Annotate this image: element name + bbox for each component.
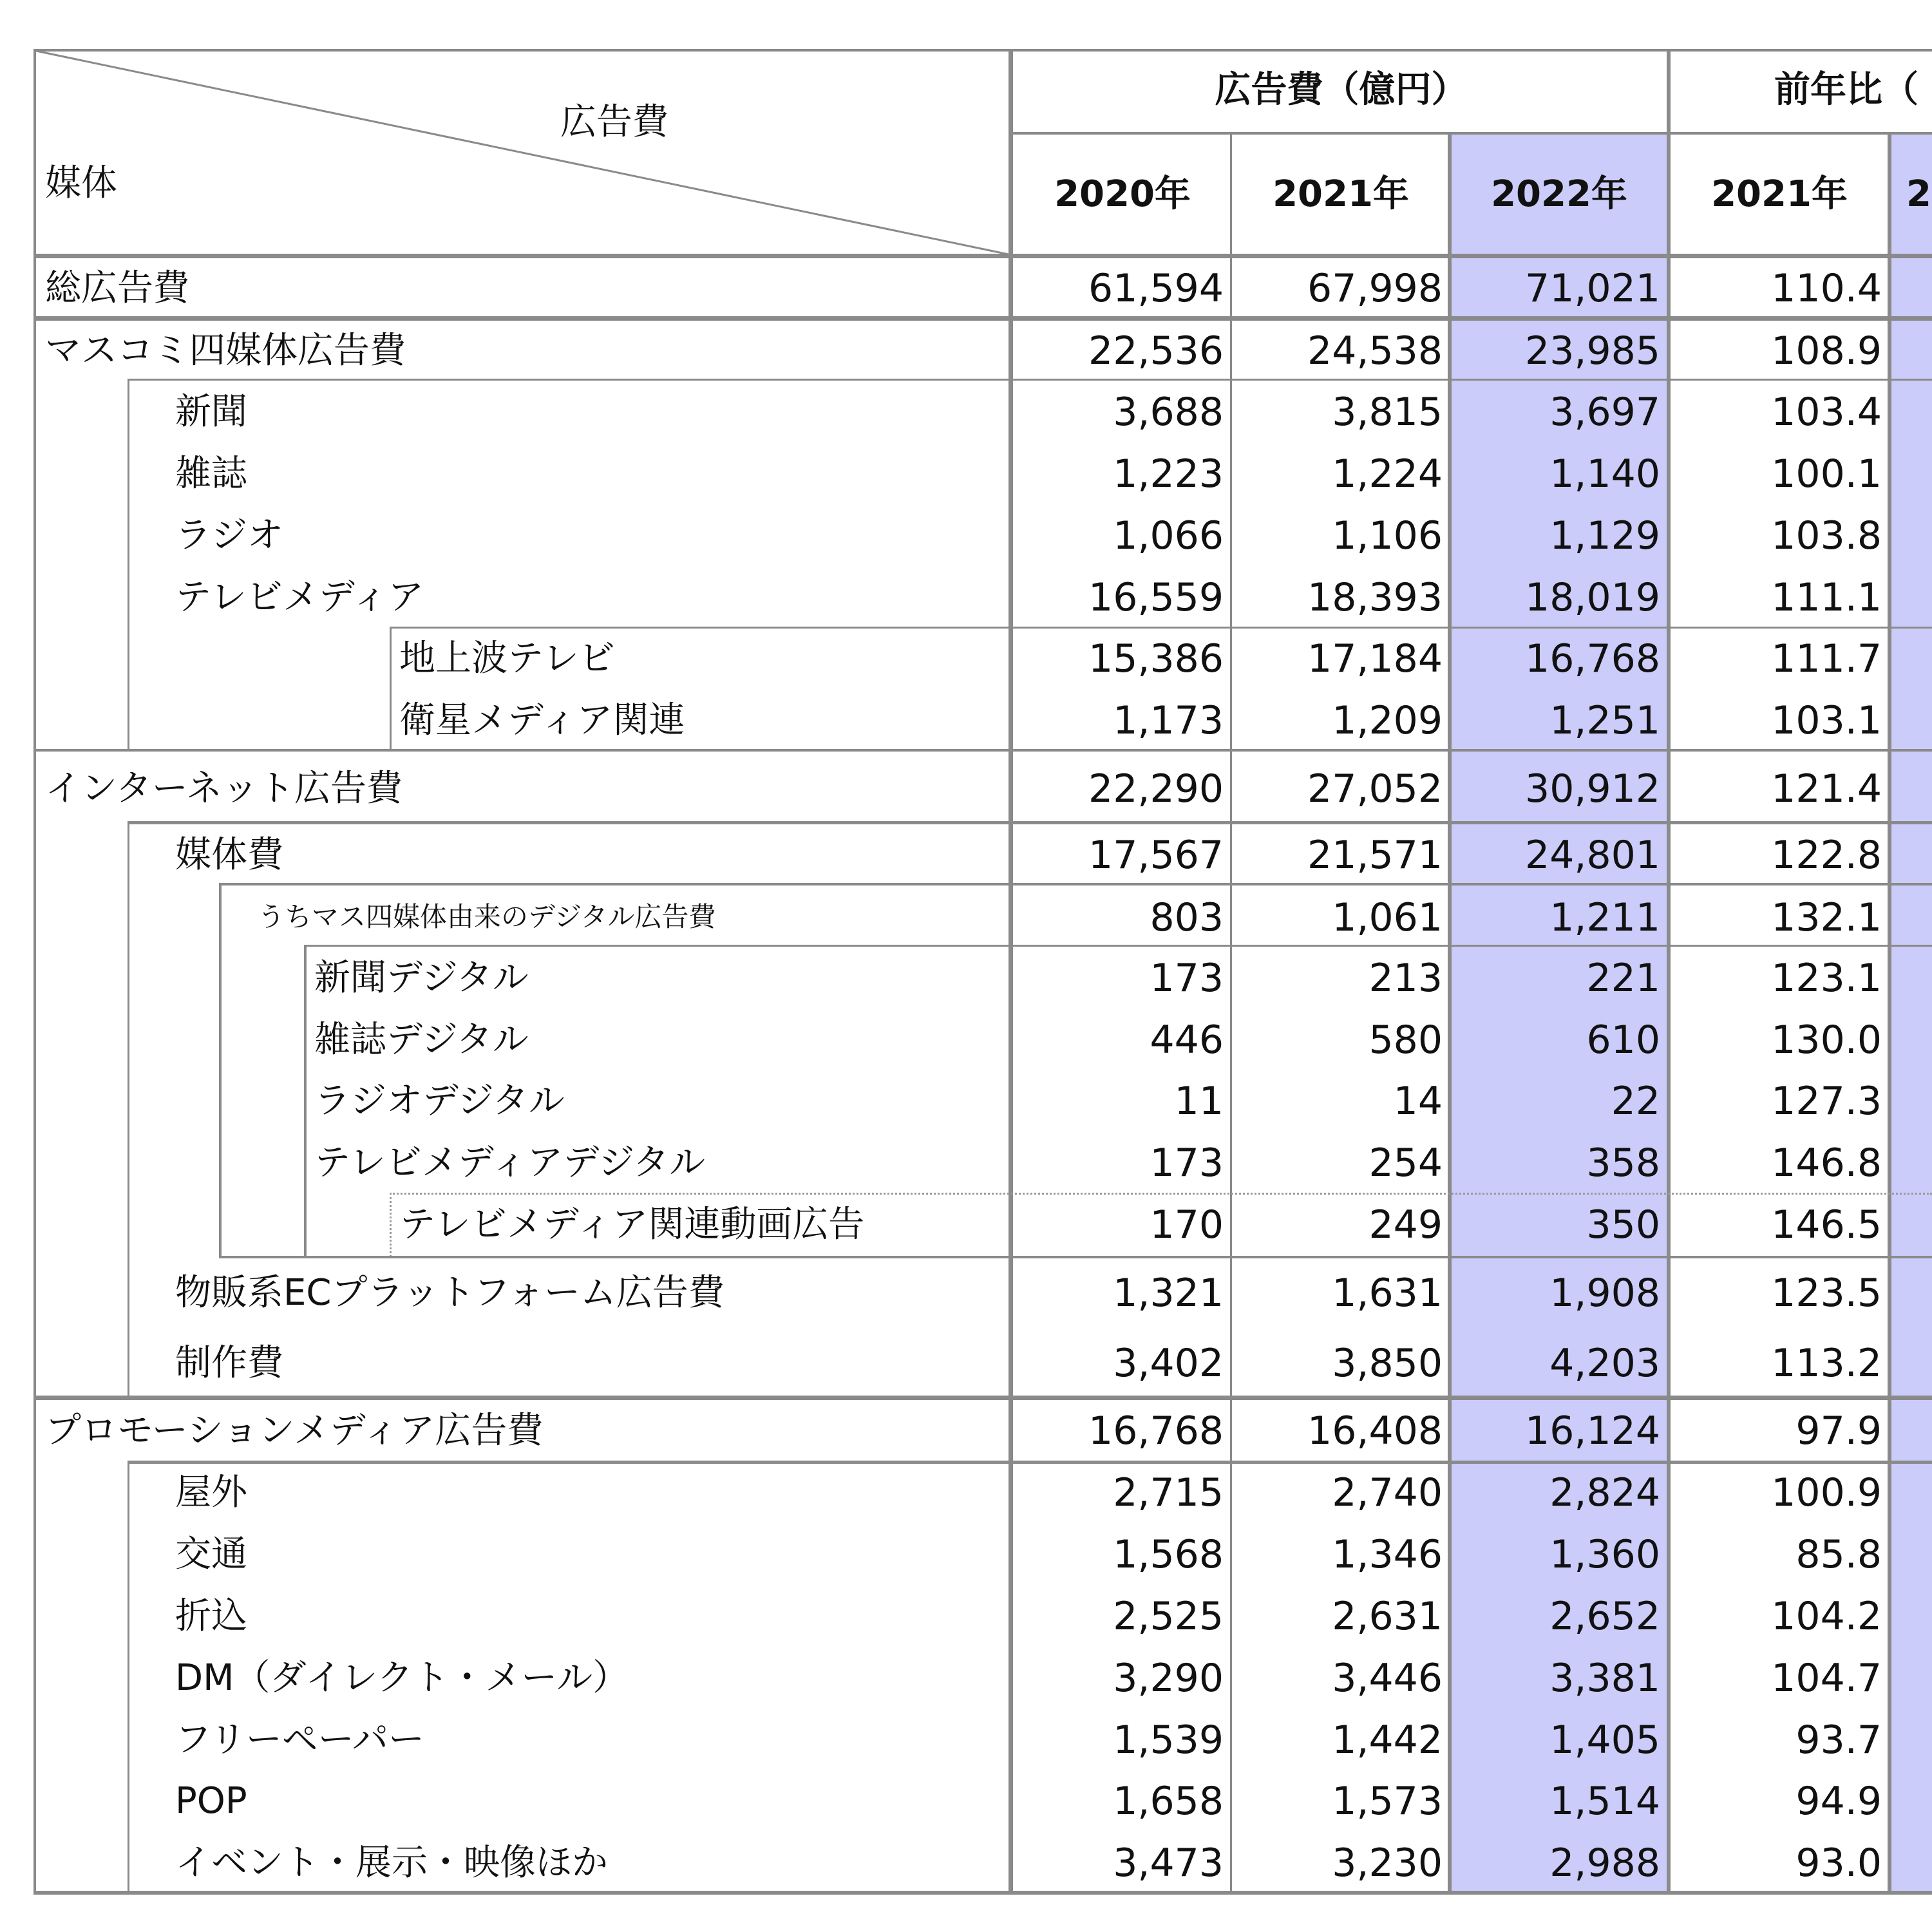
cell-yoy2021: 146.5 <box>1771 1202 1882 1247</box>
cell-yoy2021: 111.7 <box>1771 636 1882 681</box>
row-label: 屋外 <box>175 1472 247 1513</box>
cell-yoy2021: 110.4 <box>1771 266 1882 311</box>
cell-v2021: 67,998 <box>1307 266 1443 311</box>
row-label: 新聞 <box>175 391 247 433</box>
header-group-ad-spend: 広告費（億円） <box>1215 69 1468 111</box>
separator-after-internet-section <box>33 1396 1932 1400</box>
header-yoy-2021: 2021年 <box>1711 173 1848 215</box>
cell-v2021: 1,106 <box>1332 513 1443 558</box>
row-label: 地上波テレビ <box>399 638 615 679</box>
row-label: テレビメディア <box>175 576 424 618</box>
cell-yoy2021: 103.1 <box>1771 698 1882 743</box>
cell-v2021: 1,224 <box>1332 451 1443 497</box>
header-bottom-border <box>33 254 1932 258</box>
cell-v2022: 221 <box>1586 956 1660 1001</box>
table-top-border <box>35 49 1932 52</box>
indent-border-tv-video-dotted <box>390 1193 392 1257</box>
cell-v2021: 1,573 <box>1332 1779 1443 1824</box>
cell-v2022: 1,514 <box>1549 1779 1660 1824</box>
cell-yoy2021: 132.1 <box>1771 895 1882 940</box>
cell-yoy2021: 104.7 <box>1771 1656 1882 1701</box>
cell-v2020: 1,173 <box>1113 698 1224 743</box>
cell-v2022: 358 <box>1586 1141 1660 1186</box>
cell-yoy2021: 100.1 <box>1771 451 1882 497</box>
row-label: 制作費 <box>175 1342 283 1384</box>
cell-v2022: 24,801 <box>1525 833 1660 878</box>
table-left-border <box>33 49 36 1895</box>
cell-yoy2021: 97.9 <box>1795 1408 1882 1454</box>
cell-v2022: 2,652 <box>1549 1594 1660 1639</box>
indent-border-media-fee <box>219 883 222 1258</box>
cell-v2022: 3,697 <box>1549 390 1660 435</box>
cell-v2022: 1,251 <box>1549 698 1660 743</box>
cell-v2021: 580 <box>1368 1018 1443 1063</box>
indent-border-promo <box>128 1461 129 1892</box>
cell-v2022: 1,211 <box>1549 895 1660 940</box>
row-label: 交通 <box>175 1533 247 1575</box>
row-label: 衛星メディア関連 <box>399 699 685 741</box>
cell-v2020: 16,559 <box>1088 575 1224 620</box>
cell-v2021: 3,230 <box>1332 1841 1443 1886</box>
header-year-2022: 2022年 <box>1491 173 1627 215</box>
cell-v2021: 1,209 <box>1332 698 1443 743</box>
cell-v2021: 249 <box>1368 1202 1443 1247</box>
cell-yoy2021: 123.1 <box>1771 956 1882 1001</box>
row-label: 折込 <box>175 1595 247 1637</box>
cell-v2021: 2,740 <box>1332 1470 1443 1515</box>
cell-yoy2021: 93.7 <box>1795 1718 1882 1763</box>
cell-v2020: 173 <box>1150 956 1224 1001</box>
separator-digital-children-top <box>304 945 1932 947</box>
cell-v2022: 18,019 <box>1525 575 1660 620</box>
cell-v2021: 18,393 <box>1307 575 1443 620</box>
cell-v2022: 1,360 <box>1549 1532 1660 1577</box>
cell-v2021: 3,446 <box>1332 1656 1443 1701</box>
cell-v2020: 11 <box>1174 1079 1224 1124</box>
cell-yoy2021: 146.8 <box>1771 1141 1882 1186</box>
cell-v2021: 2,631 <box>1332 1594 1443 1639</box>
row-label: 雑誌 <box>175 453 247 495</box>
cell-v2022: 71,021 <box>1525 266 1660 311</box>
row-label: フリーペーパー <box>175 1719 424 1761</box>
cell-v2021: 16,408 <box>1307 1408 1443 1454</box>
separator-mass4-children-top <box>128 379 1932 381</box>
row-label: ラジオ <box>175 515 283 556</box>
separator-after-total <box>33 316 1932 321</box>
cell-v2020: 61,594 <box>1088 266 1224 311</box>
cell-v2020: 3,402 <box>1113 1341 1224 1386</box>
separator-promo-children-top <box>128 1461 1932 1464</box>
indent-border-mass4 <box>128 379 129 750</box>
cell-v2020: 173 <box>1150 1141 1224 1186</box>
separator-media-children-top <box>219 883 1932 886</box>
cell-v2020: 3,290 <box>1113 1656 1224 1701</box>
cell-v2022: 22 <box>1611 1079 1660 1124</box>
cell-v2022: 30,912 <box>1525 766 1660 811</box>
cell-v2020: 170 <box>1150 1202 1224 1247</box>
separator-media-children-bottom <box>219 1256 1932 1258</box>
cell-v2020: 1,568 <box>1113 1532 1224 1577</box>
cell-v2021: 27,052 <box>1307 766 1443 811</box>
cell-v2021: 17,184 <box>1307 636 1443 681</box>
separator-after-mass4-section <box>33 749 1932 752</box>
cell-v2022: 3,381 <box>1549 1656 1660 1701</box>
cell-v2021: 254 <box>1368 1141 1443 1186</box>
cell-v2020: 22,536 <box>1088 328 1224 374</box>
header-yoy-2022: 2 <box>1906 173 1931 215</box>
cell-v2021: 3,850 <box>1332 1341 1443 1386</box>
cell-v2021: 1,631 <box>1332 1271 1443 1316</box>
corner-label-media: 媒体 <box>45 162 117 204</box>
cell-v2022: 1,405 <box>1549 1718 1660 1763</box>
cell-v2022: 1,129 <box>1549 513 1660 558</box>
cell-v2020: 3,473 <box>1113 1841 1224 1886</box>
separator-tv-children-top <box>390 627 1932 629</box>
row-label: うちマス四媒体由来のデジタル広告費 <box>258 901 716 933</box>
cell-v2020: 22,290 <box>1088 766 1224 811</box>
cell-v2022: 1,908 <box>1549 1271 1660 1316</box>
cell-v2022: 610 <box>1586 1018 1660 1063</box>
cell-v2022: 23,985 <box>1525 328 1660 374</box>
cell-yoy2021: 85.8 <box>1795 1532 1882 1577</box>
cell-v2020: 1,223 <box>1113 451 1224 497</box>
cell-v2021: 24,538 <box>1307 328 1443 374</box>
indent-border-digital <box>304 945 307 1258</box>
row-label: 雑誌デジタル <box>314 1019 529 1061</box>
corner-diagonal-line <box>35 50 1010 256</box>
cell-yoy2021: 127.3 <box>1771 1079 1882 1124</box>
row-label: マスコミ四媒体広告費 <box>45 330 406 372</box>
cell-v2020: 1,658 <box>1113 1779 1224 1824</box>
row-label: テレビメディアデジタル <box>314 1142 706 1184</box>
cell-v2021: 14 <box>1393 1079 1443 1124</box>
cell-v2021: 1,061 <box>1332 895 1443 940</box>
row-label: 物販系ECプラットフォーム広告費 <box>175 1272 724 1314</box>
cell-yoy2021: 104.2 <box>1771 1594 1882 1639</box>
cell-v2020: 1,066 <box>1113 513 1224 558</box>
cell-v2021: 213 <box>1368 956 1443 1001</box>
row-label: 新聞デジタル <box>314 957 529 999</box>
cell-v2020: 1,321 <box>1113 1271 1224 1316</box>
cell-v2021: 21,571 <box>1307 833 1443 878</box>
cell-v2022: 2,988 <box>1549 1841 1660 1886</box>
cell-yoy2021: 94.9 <box>1795 1779 1882 1824</box>
separator-tv-video-dotted <box>390 1193 1932 1195</box>
col-divider-yoy-2021-2022 <box>1888 133 1891 1893</box>
cell-yoy2021: 103.8 <box>1771 513 1882 558</box>
cell-yoy2021: 123.5 <box>1771 1271 1882 1316</box>
cell-v2021: 1,346 <box>1332 1532 1443 1577</box>
cell-v2022: 4,203 <box>1549 1341 1660 1386</box>
cell-yoy2021: 130.0 <box>1771 1018 1882 1063</box>
row-label: プロモーションメディア広告費 <box>45 1410 544 1452</box>
header-year-2021: 2021年 <box>1273 173 1409 215</box>
header-group-divider <box>1013 132 1932 135</box>
cell-yoy2021: 111.1 <box>1771 575 1882 620</box>
cell-v2022: 2,824 <box>1549 1470 1660 1515</box>
cell-yoy2021: 93.0 <box>1795 1841 1882 1886</box>
indent-border-tv <box>390 627 392 750</box>
cell-v2020: 15,386 <box>1088 636 1224 681</box>
corner-label-ad-spend: 広告費 <box>560 101 668 143</box>
cell-v2020: 1,539 <box>1113 1718 1224 1763</box>
cell-v2021: 1,442 <box>1332 1718 1443 1763</box>
cell-v2020: 803 <box>1150 895 1224 940</box>
cell-v2020: 16,768 <box>1088 1408 1224 1454</box>
cell-yoy2021: 122.8 <box>1771 833 1882 878</box>
highlight-2022-yoy-column <box>1891 133 1932 1893</box>
cell-yoy2021: 103.4 <box>1771 390 1882 435</box>
row-label: テレビメディア関連動画広告 <box>399 1204 865 1245</box>
cell-yoy2021: 113.2 <box>1771 1341 1882 1386</box>
cell-v2022: 16,768 <box>1525 636 1660 681</box>
table-bottom-border <box>33 1891 1932 1895</box>
cell-v2022: 16,124 <box>1525 1408 1660 1454</box>
cell-v2020: 446 <box>1150 1018 1224 1063</box>
row-label: イベント・展示・映像ほか <box>175 1842 608 1884</box>
cell-v2020: 17,567 <box>1088 833 1224 878</box>
row-label: ラジオデジタル <box>314 1080 565 1122</box>
header-group-yoy: 前年比（ <box>1774 69 1918 111</box>
cell-yoy2021: 100.9 <box>1771 1470 1882 1515</box>
cell-v2020: 2,525 <box>1113 1594 1224 1639</box>
cell-v2021: 3,815 <box>1332 390 1443 435</box>
cell-v2022: 1,140 <box>1549 451 1660 497</box>
row-label: DM（ダイレクト・メール） <box>175 1657 629 1699</box>
cell-v2020: 3,688 <box>1113 390 1224 435</box>
row-label: 総広告費 <box>45 267 189 309</box>
row-label: 媒体費 <box>175 834 283 876</box>
cell-v2020: 2,715 <box>1113 1470 1224 1515</box>
cell-yoy2021: 121.4 <box>1771 766 1882 811</box>
cell-v2022: 350 <box>1586 1202 1660 1247</box>
cell-yoy2021: 108.9 <box>1771 328 1882 374</box>
header-year-2020: 2020年 <box>1054 173 1191 215</box>
separator-internet-children-top <box>128 821 1932 824</box>
indent-border-internet <box>128 821 129 1397</box>
row-label: POP <box>175 1780 247 1822</box>
row-label: インターネット広告費 <box>45 768 402 810</box>
